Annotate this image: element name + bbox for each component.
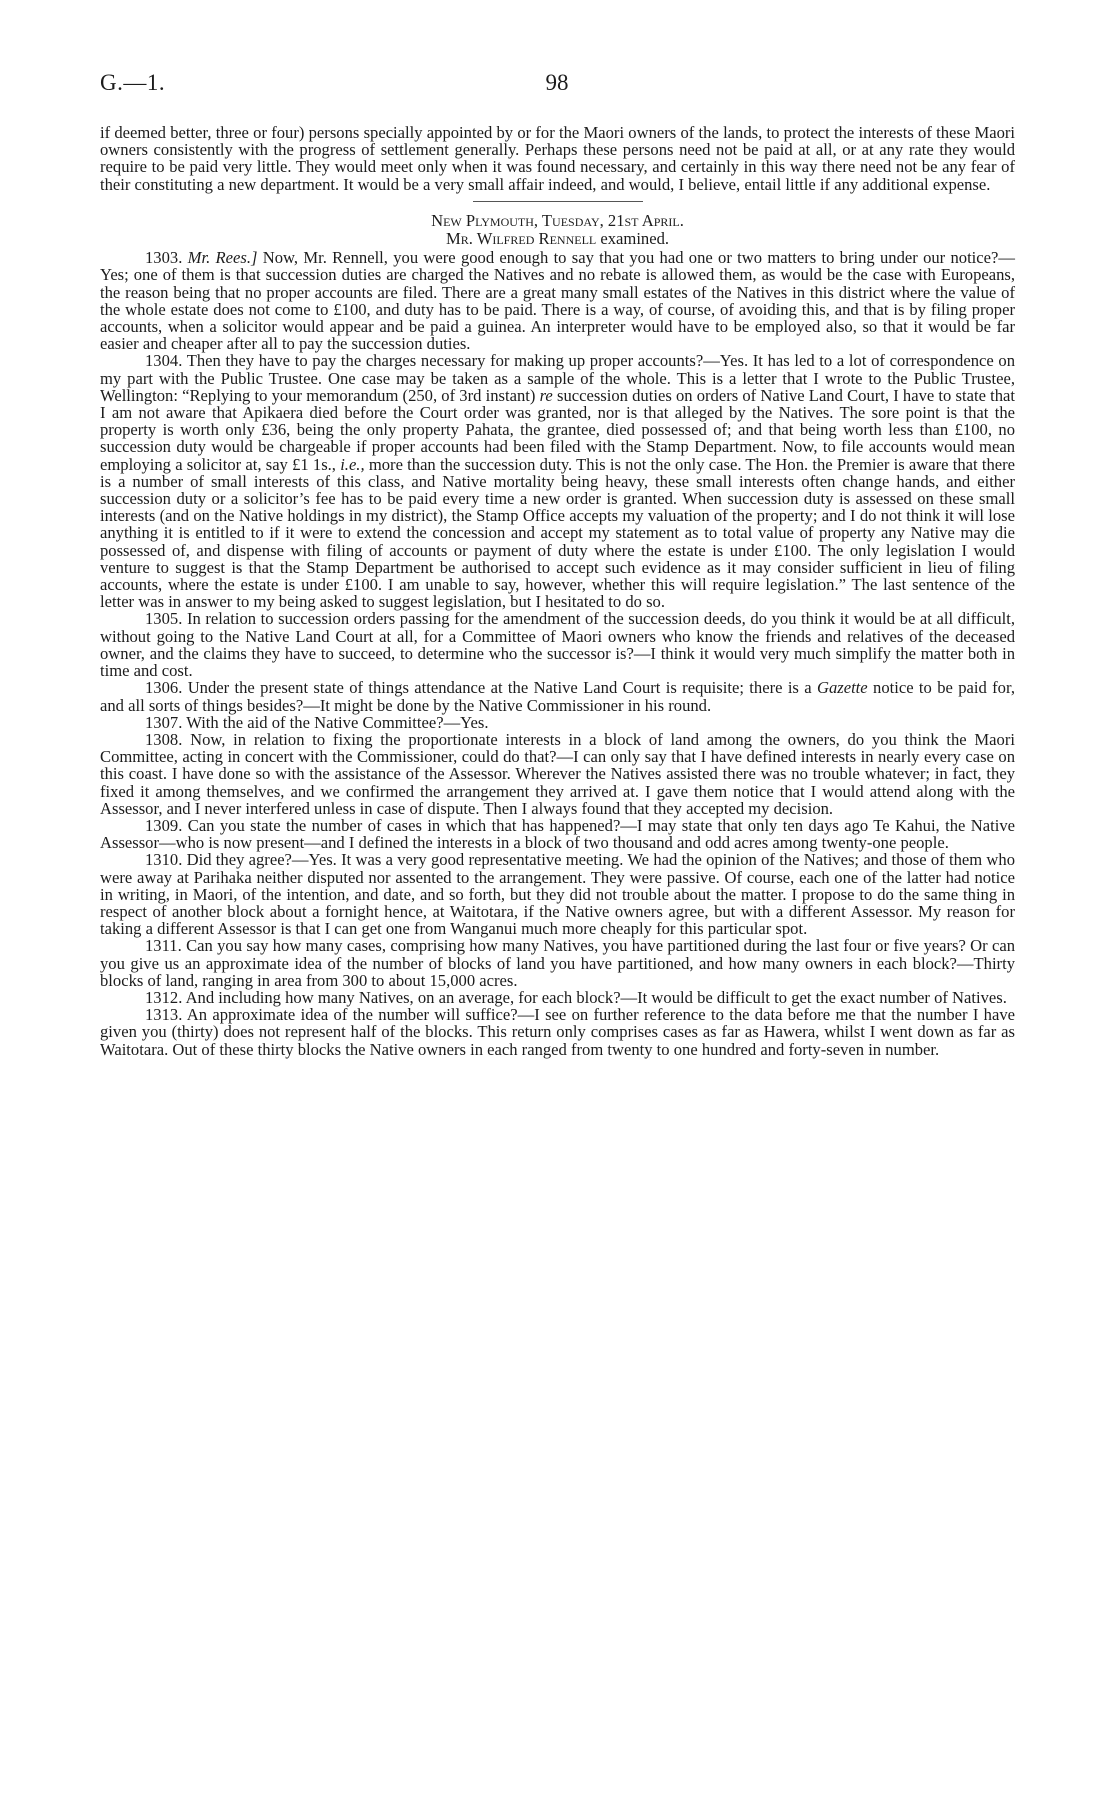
question-number: 1312. — [145, 987, 183, 1007]
question-text: Now, Mr. Rennell, you were good enough to say that you had one or two matters to bring under our notice?—Yes; one of them is that succession duties are charged the Natives and no rebate is allowed them, as would be the case with Europeans, the reason being that no proper accounts are filed. There are a great many small estates of the Natives in this district where the value of the whole estate does not come to £100, and duty has to be paid. There is a way, of course, of avoiding this, and that is by filing proper accounts, when a solicitor would appear and be paid a guinea. An interpreter would have to be employed also, so that it would be far easier and cheaper after all to pay the succession duties. — [100, 248, 1015, 354]
intro-paragraph: if deemed better, three or four) persons specially appointed by or for the Maori owners of the lands, to protect the interests of these Maori owners consistently with the progress of settlement generally. Perhaps these persons need not be paid at all, or at any rate they would require to be paid very little. They would meet only when it was found necessary, and certainly in this way there need not be any fear of their constituting a new department. It would be a very small affair indeed, and would, I believe, entail little if any additional expense. — [100, 123, 1015, 194]
italic-term: re — [539, 385, 553, 405]
question-number: 1307. — [145, 712, 183, 732]
document-body — [100, 124, 1015, 1058]
question-text: succession duties on orders of Native Land Court, I have to state that I am not aware that Apikaera died before the Court order was granted, nor is that alleged by the Natives. The sore point is that the property is worth only £36, being the only property Pahata, the grantee, died possessed of; and that being worth less than £100, no succession duty would be chargeable if proper accounts had been filed with the Stamp Department. Now, to file accounts would mean employing a solicitor at, say £1 1s., — [100, 385, 1015, 474]
question-text: In relation to succession orders passing for the amendment of the succession deeds, do you think it would be at all difficult, without going to the Native Land Court at all, for a Committee of Maori owners who know the friends and relatives of the deceased owner, and the claims they have to succeed, to determine who the successor is?—I think it would very much simplify the matter both in time and cost. — [100, 609, 1015, 681]
question-text: And including how many Natives, on an average, for each block?—It would be difficult to get the exact number of Natives. — [185, 987, 1007, 1007]
page-number: 98 — [545, 70, 569, 95]
question-1311 — [100, 937, 1015, 989]
question-text: An approximate idea of the number will suffice?—I see on further reference to the data before me that the number I have given you (thirty) does not represent half of the blocks. This return only comprises cases as far as Hawera, whilst I went down as far as Waitotara. Out of these thirty blocks the Native owners in each ranged from twenty to one hundred and forty-seven in number. — [100, 1005, 1016, 1059]
question-1304 — [100, 352, 1015, 610]
question-number: 1311. — [145, 936, 182, 956]
question-1307 — [100, 714, 1015, 731]
question-number: 1304. — [145, 351, 183, 371]
question-number: 1313. — [145, 1005, 183, 1025]
question-text: Can you state the number of cases in which that has happened?—I may state that only ten days ago Te Kahui, the Native Assessor—who is now present—and I defined the interests in a block of two thousand and odd acres among twenty-one people. — [100, 815, 1016, 853]
page-header — [100, 70, 1014, 110]
question-number: 1309. — [145, 815, 183, 835]
question-number: 1303. — [145, 248, 183, 268]
question-1309 — [100, 817, 1015, 851]
question-number: 1306. — [145, 678, 183, 698]
question-1306 — [100, 679, 1015, 713]
document-reference: G.—1. — [100, 70, 166, 95]
question-number: 1308. — [145, 729, 183, 749]
question-text: With the aid of the Native Committee?—Yes. — [186, 712, 489, 732]
italic-term: Gazette — [816, 678, 868, 698]
question-text: notice to be paid for, and all sorts of things besides?—It might be done by the Native Commissioner in his round. — [100, 678, 1015, 715]
question-number: 1310. — [145, 850, 183, 870]
question-1305 — [100, 610, 1015, 679]
question-1312 — [100, 989, 1015, 1006]
question-text: more than the succession duty. This is not the only case. The Hon. the Premier is aware that there is a number of small interests of this class, and Native mortality being heavy, these small interests often change hands, and either succession duty or a solicitor’s fee has to be paid every time a new order is granted. When succession duty is assessed on these small interests (and on the Native holdings in my district), the Stamp Office accepts my valuation of the property; and I do not think it will lose anything it is entitled to if it were to extend the concession and accept my statement as to total value of property any Native may die possessed of, and dispense with filing of accounts or payment of duty where the estate is under £100. The only legislation I would venture to suggest is that the Stamp Department be authorised to accept such evidence as it may consider sufficient in lieu of filing accounts, where the estate is under £100. I am unable to say, however, whether this will require legislation.” The last sentence of the letter was in answer to my being asked to suggest legislation, but I hesitated to do so. — [100, 454, 1016, 612]
witness-examined: examined. — [600, 229, 670, 249]
question-1310 — [100, 851, 1015, 937]
question-text: Did they agree?—Yes. It was a very good representative meeting. We had the opinion of the Natives; and those of them who were away at Parihaka neither disputed nor assented to the arrangement. They were passive. Of course, each one of the latter had notice in writing, in Maori, of the intention, and date, and so forth, but they did not trouble about the matter. I propose to do the same thing in respect of another block about a fornight hence, at Waitotara, if the Native owners agree, but with a different Assessor. My reason for taking a different Assessor is that I can get one from Wanganui much more cheaply for this particular spot. — [100, 850, 1015, 939]
question-text: Can you say how many cases, comprising how many Natives, you have partitioned during the last four or five years? Or can you give us an approximate idea of the number of blocks of land you have partitioned, and how many owners in each block?—Thirty blocks of land, ranging in area from 300 to about 15,000 acres. — [100, 936, 1015, 990]
question-1303 — [100, 249, 1015, 352]
witness-heading — [100, 230, 1015, 247]
question-1313 — [100, 1006, 1015, 1058]
question-text: Now, in relation to fixing the proportionate interests in a block of land among the owners, do you think the Maori Committee, acting in concert with the Commissioner, could do that?—I can only say that I have defined interests in nearly every case on this coast. I have done so with the assistance of the Assessor. Wherever the Natives assisted there was no trouble whatever; in fact, they fixed it among themselves, and we confirmed the arrangement they arrived at. I gave them notice that I would attend along with the Assessor, and I never interfered unless in case of dispute. Then I always found that they accepted my decision. — [100, 729, 1015, 818]
question-text: Under the present state of things attendance at the Native Land Court is requisite; there is a — [187, 678, 812, 698]
question-text: Then they have to pay the charges necessary for making up proper accounts?—Yes. It has led to a lot of correspondence on my part with the Public Trustee. One case may be taken as a sample of the whole. This is a letter that I wrote to the Public Trustee, Wellington: “Replying to your memorandum (250, of 3rd instant) — [100, 351, 1015, 405]
section-divider — [473, 201, 643, 202]
question-1308 — [100, 731, 1015, 817]
italic-term: i.e., — [340, 454, 365, 474]
witness-name: Mr. Wilfred Rennell — [445, 229, 597, 249]
question-number: 1305. — [145, 609, 183, 629]
session-heading: New Plymouth, Tuesday, 21st April. — [431, 210, 684, 230]
speaker-name: Mr. Rees.] — [187, 248, 258, 268]
